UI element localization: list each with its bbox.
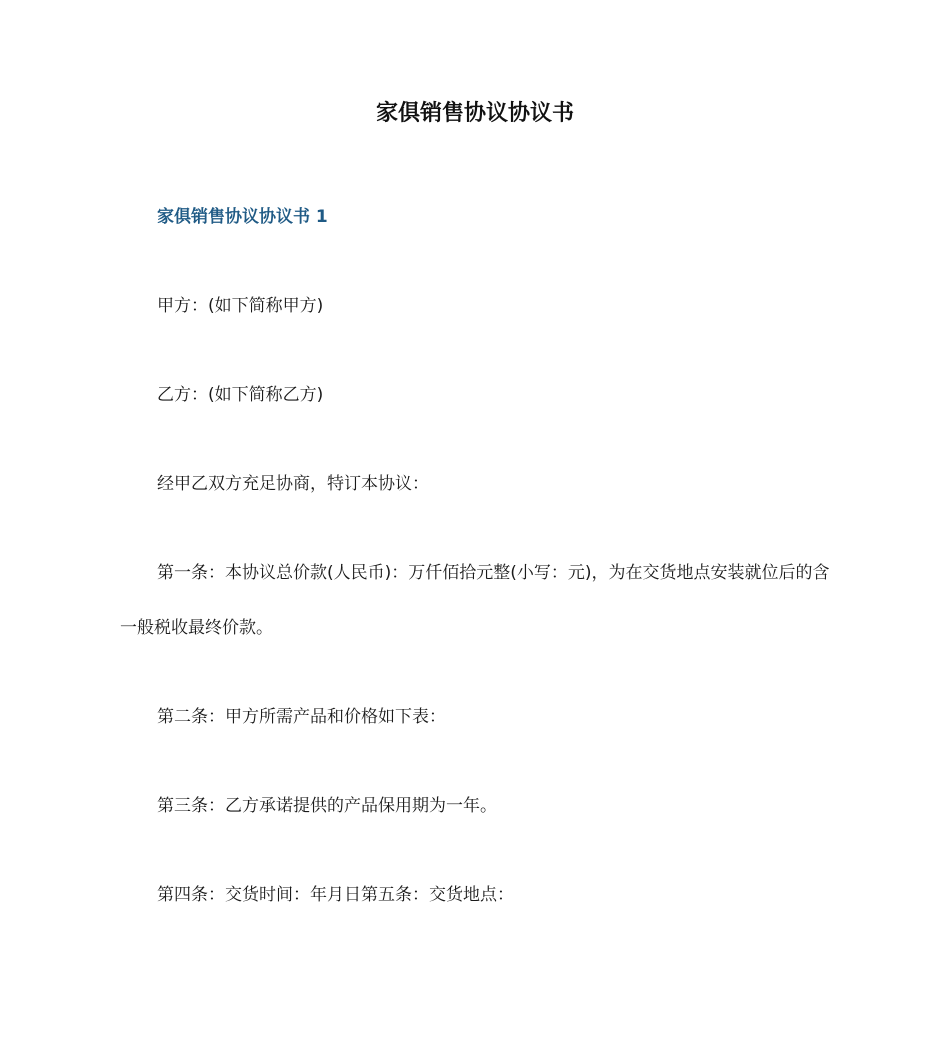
paragraph-party-b: 乙方：(如下简称乙方) xyxy=(157,385,324,405)
paragraph-preamble: 经甲乙双方充足协商，特订本协议： xyxy=(157,474,429,494)
paragraph-article-1: 第一条：本协议总价款(人民币)：万仟佰拾元整(小写：元)，为在交货地点安装就位后的含一般税收最终价款。 xyxy=(120,563,830,638)
paragraph-article-3: 第三条：乙方承诺提供的产品保用期为一年。 xyxy=(157,796,497,816)
section-heading: 家俱销售协议协议书 1 xyxy=(157,207,328,227)
document-title: 家俱销售协议协议书 xyxy=(375,101,574,126)
paragraph-article-2: 第二条：甲方所需产品和价格如下表： xyxy=(157,707,446,727)
paragraph-article-4-5: 第四条：交货时间：年月日第五条：交货地点： xyxy=(157,885,514,905)
paragraph-party-a: 甲方：(如下简称甲方) xyxy=(157,296,324,316)
